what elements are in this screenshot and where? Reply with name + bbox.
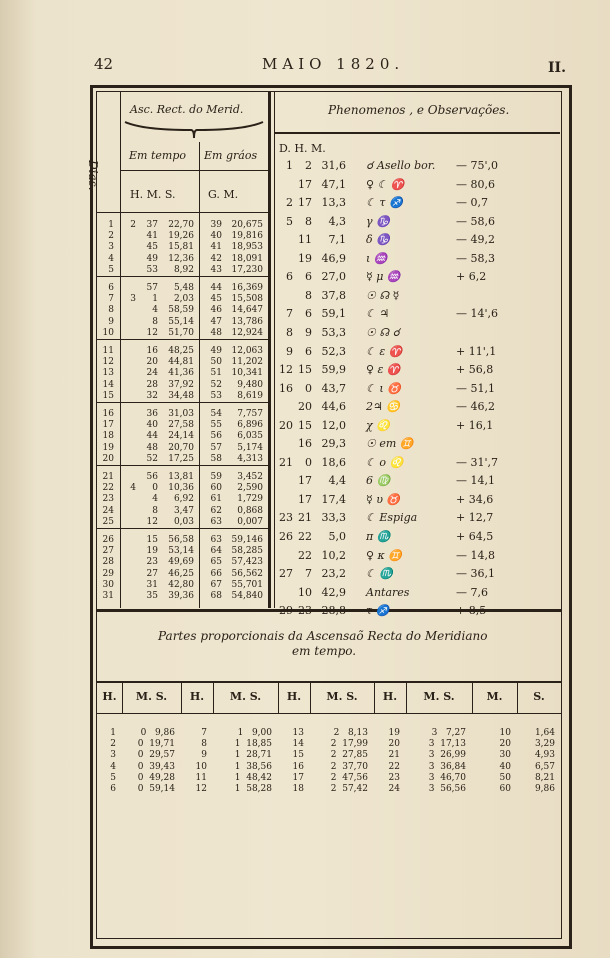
prop-header: M. S. bbox=[326, 690, 358, 703]
phenomenon-event: ♀ ☾ ♈ bbox=[366, 177, 405, 191]
phenomenon-hour: 20 bbox=[298, 400, 312, 414]
phenomenon-minute: 18,6 bbox=[321, 455, 346, 469]
phenomenon-event: δ ♑ bbox=[366, 233, 390, 247]
phenomenon-hour: 21 bbox=[298, 511, 312, 525]
phenomenon-minute: 13,3 bbox=[321, 196, 346, 210]
phenomenon-minute: 47,1 bbox=[321, 177, 346, 191]
hours-col: 4 bbox=[130, 483, 136, 493]
prop-header: H. bbox=[382, 690, 398, 703]
prop-header: H. bbox=[286, 690, 302, 703]
phenomenon-minute: 12,0 bbox=[321, 418, 346, 432]
seconds-col: 31,03 27,58 24,14 20,70 17,25 bbox=[168, 409, 194, 464]
degrees-col: 59 60 61 62 63 bbox=[210, 472, 222, 527]
deg-minutes-col: 16,369 15,508 14,647 13,786 12,924 bbox=[231, 283, 263, 338]
brace-icon bbox=[123, 118, 265, 140]
phenomenon-event: Antares bbox=[366, 585, 410, 599]
header-line bbox=[97, 212, 268, 213]
phenomenon-minute: 44,6 bbox=[321, 400, 346, 414]
page-title: MAIO 1820. bbox=[262, 55, 405, 73]
phenomenon-hour: 8 bbox=[305, 214, 312, 228]
phenomenon-day: 7 bbox=[286, 307, 293, 321]
phenomenon-event: ♀ κ ♊ bbox=[366, 548, 402, 562]
phenomenon-value: + 34,6 bbox=[456, 492, 494, 506]
phenomenon-value: — 31',7 bbox=[456, 455, 499, 469]
phenomenon-hour: 11 bbox=[298, 233, 312, 247]
degrees-col: 63 64 65 66 67 68 bbox=[210, 535, 222, 602]
prop-column: 1 9,00 1 18,85 1 28,71 1 38,56 1 48,42 1 58,28 bbox=[234, 728, 272, 795]
phenomenon-hour: 15 bbox=[298, 363, 312, 377]
phenomenon-day: 6 bbox=[286, 270, 293, 284]
prop-column: 13 14 15 16 17 18 bbox=[292, 728, 304, 795]
phenomenon-event: τ ♐ bbox=[366, 604, 390, 618]
seconds-col: 22,70 19,26 15,81 12,36 8,92 bbox=[168, 220, 194, 275]
days-col: 1 2 3 4 5 bbox=[108, 220, 114, 275]
phenomenon-day: 8 bbox=[286, 325, 293, 339]
phenomenon-day: 9 bbox=[286, 344, 293, 358]
phenomenon-value: + 11',1 bbox=[456, 344, 497, 358]
phenomenon-hour: 22 bbox=[298, 548, 312, 562]
phenomenon-day: 29 bbox=[279, 604, 293, 618]
phenomenon-event: ☾ τ ♐ bbox=[366, 196, 403, 210]
phenomenon-minute: 27,0 bbox=[321, 270, 346, 284]
phenomenon-hour: 10 bbox=[298, 585, 312, 599]
deg-minutes-col: 12,063 11,202 10,341 9,480 8,619 bbox=[231, 346, 263, 401]
prop-column: 1 2 3 4 5 6 bbox=[110, 728, 116, 795]
phenomenon-hour: 17 bbox=[298, 177, 312, 191]
prop-header: M. S. bbox=[229, 690, 262, 703]
phenomenon-hour: 2 bbox=[305, 159, 312, 172]
cols-tempo: H. M. S. bbox=[130, 188, 176, 201]
prop-header: M. S. bbox=[423, 690, 455, 703]
phenomenon-event: 2♃ ♋ bbox=[366, 400, 401, 414]
left-right-divider bbox=[268, 92, 271, 608]
phenomenon-value: — 80,6 bbox=[456, 177, 495, 191]
phenomenon-value: — 36,1 bbox=[456, 567, 495, 581]
phenomenon-minute: 5,0 bbox=[328, 530, 346, 543]
deg-minutes-col: 59,146 58,285 57,423 56,562 55,701 54,840 bbox=[231, 535, 263, 602]
prop-column: 19 20 21 22 23 24 bbox=[388, 728, 400, 795]
phenomenon-event: ☿ υ ♉ bbox=[366, 492, 401, 506]
degrees-col: 54 55 56 57 58 bbox=[210, 409, 222, 464]
phenomenon-event: χ ♌ bbox=[366, 418, 390, 432]
days-col: 26 27 28 29 30 31 bbox=[102, 535, 114, 602]
hours-col: 3 bbox=[130, 294, 136, 304]
phenomenon-minute: 28,8 bbox=[321, 604, 346, 618]
phenomenon-hour: 0 bbox=[305, 455, 312, 469]
group-line bbox=[97, 465, 268, 466]
phenomenon-day: 20 bbox=[279, 418, 293, 432]
deg-minutes-col: 20,675 19,816 18,953 18,091 17,230 bbox=[231, 220, 263, 275]
group-line bbox=[97, 528, 268, 529]
phenomenon-day: 27 bbox=[279, 567, 293, 581]
phenomenon-minute: 43,7 bbox=[321, 381, 346, 395]
phenomenon-value: + 56,8 bbox=[456, 363, 494, 377]
phenomenon-event: γ ♑ bbox=[366, 214, 390, 228]
phenomenon-day: 5 bbox=[286, 214, 293, 228]
phenomenon-value: — 49,2 bbox=[456, 233, 495, 247]
days-col: 6 7 8 9 10 bbox=[102, 283, 114, 338]
phenomena-cols: D. H. M. bbox=[279, 142, 326, 155]
phenomenon-event: ☾ ο ♌ bbox=[366, 455, 404, 469]
days-col: 16 17 18 19 20 bbox=[102, 409, 114, 464]
phenomenon-value: + 8,5 bbox=[456, 604, 487, 618]
minutes-col: 56 0 4 8 12 bbox=[146, 472, 158, 527]
phenomenon-minute: 42,9 bbox=[321, 585, 346, 599]
em-graos-label: Em gráos bbox=[204, 149, 258, 162]
asc-title: Asc. Rect. do Merid. bbox=[130, 103, 244, 116]
phenomenon-minute: 59,9 bbox=[321, 363, 346, 377]
phenomenon-day: 2 bbox=[286, 196, 293, 210]
degrees-col: 39 40 41 42 43 bbox=[210, 220, 222, 275]
phenomenon-minute: 59,1 bbox=[321, 307, 346, 321]
phenomenon-minute: 31,6 bbox=[321, 159, 346, 172]
phenomenon-minute: 17,4 bbox=[321, 492, 346, 506]
phenomenon-event: ☾ ε ♈ bbox=[366, 344, 403, 358]
phenomenon-value: — 58,6 bbox=[456, 214, 495, 228]
seconds-col: 5,48 2,03 58,59 55,14 51,70 bbox=[168, 283, 194, 338]
proportional-title: Partes proporcionais da Ascensaõ Recta do Meridiano bbox=[158, 629, 488, 643]
deg-minutes-col: 3,452 2,590 1,729 0,868 0,007 bbox=[237, 472, 263, 527]
phenomenon-event: ☉ ☊ ☌ bbox=[366, 325, 401, 339]
degrees-col: 44 45 46 47 48 bbox=[210, 283, 222, 338]
phenomenon-event: ☾ ♏ bbox=[366, 567, 394, 581]
phenomenon-event: ☿ μ ♒ bbox=[366, 270, 401, 284]
phenomenon-event: ☉ ☊ ☿ bbox=[366, 288, 400, 302]
seconds-col: 48,25 44,81 41,36 37,92 34,48 bbox=[168, 346, 194, 401]
phenomenon-event: ☾ ι ♉ bbox=[366, 381, 401, 395]
phenomenon-hour: 17 bbox=[298, 492, 312, 506]
phenomenon-day: 1 bbox=[286, 159, 293, 172]
cols-graos: G. M. bbox=[208, 188, 239, 201]
prop-column: 2 8,13 2 17,99 2 27,85 2 37,70 2 47,56 2 57,42 bbox=[330, 728, 368, 795]
phenomenon-hour: 23 bbox=[298, 604, 312, 618]
phenomenon-event: ♀ ε ♈ bbox=[366, 363, 401, 377]
phenomenon-minute: 7,1 bbox=[328, 233, 346, 247]
dias-label: Dias. bbox=[86, 160, 100, 191]
subhead-line bbox=[121, 170, 268, 171]
prop-column: 1,64 3,29 4,93 6,57 8,21 9,86 bbox=[534, 728, 555, 795]
phenomenon-day: 26 bbox=[279, 530, 293, 543]
phenomenon-minute: 4,3 bbox=[328, 214, 346, 228]
phenomenon-hour: 0 bbox=[305, 381, 312, 395]
prop-header: S. bbox=[533, 690, 545, 703]
phenomenon-value: — 14',6 bbox=[456, 307, 499, 321]
days-col: 21 22 23 24 25 bbox=[102, 472, 114, 527]
group-line bbox=[97, 402, 268, 403]
phenomenon-event: ☉ em ♊ bbox=[366, 437, 414, 451]
phenomenon-minute: 37,8 bbox=[321, 288, 346, 302]
page-number: 42 bbox=[94, 55, 114, 73]
phenomenon-day: 23 bbox=[279, 511, 293, 525]
prop-column: 10 20 30 40 50 60 bbox=[499, 728, 511, 795]
phenomenon-event: π ♏ bbox=[366, 530, 391, 543]
minutes-col: 57 1 4 8 12 bbox=[146, 283, 158, 338]
group-line bbox=[97, 339, 268, 340]
phenomenon-value: — 46,2 bbox=[456, 400, 495, 414]
phenomenon-value: + 16,1 bbox=[456, 418, 494, 432]
prop-column: 7 8 9 10 11 12 bbox=[195, 728, 207, 795]
hours-col: 2 bbox=[130, 220, 136, 230]
phenomenon-value: + 6,2 bbox=[456, 270, 487, 284]
prop-column: 0 9,86 0 19,71 0 29,57 0 39,43 0 49,28 0 59,14 bbox=[137, 728, 175, 795]
phenomenon-hour: 16 bbox=[298, 437, 312, 451]
em-tempo-label: Em tempo bbox=[129, 149, 186, 162]
prop-header: M. bbox=[486, 690, 503, 703]
phenomenon-day: 16 bbox=[279, 381, 293, 395]
phenomenon-minute: 52,3 bbox=[321, 344, 346, 358]
prop-header: H. bbox=[189, 690, 205, 703]
prop-header: H. bbox=[102, 690, 117, 703]
phenomenon-value: — 58,3 bbox=[456, 251, 495, 265]
seconds-col: 56,58 53,14 49,69 46,25 42,80 39,36 bbox=[168, 535, 194, 602]
phenomenon-value: — 51,1 bbox=[456, 381, 495, 395]
prop-header-top bbox=[97, 681, 561, 683]
phenomena-title: Phenomenos , e Observações. bbox=[328, 103, 510, 117]
phenomenon-hour: 7 bbox=[305, 567, 312, 581]
degrees-col: 49 50 51 52 53 bbox=[210, 346, 222, 401]
phenomenon-hour: 22 bbox=[298, 530, 312, 543]
phenomenon-hour: 17 bbox=[298, 474, 312, 488]
phenomenon-hour: 8 bbox=[305, 288, 312, 302]
phenomenon-minute: 33,3 bbox=[321, 511, 346, 525]
proportional-subtitle: em tempo. bbox=[292, 644, 357, 658]
section-number: II. bbox=[548, 60, 566, 76]
minutes-col: 15 19 23 27 31 35 bbox=[146, 535, 158, 602]
minutes-col: 37 41 45 49 53 bbox=[146, 220, 158, 275]
phenomenon-event: 6 ♍ bbox=[366, 474, 391, 488]
prop-header: M. S. bbox=[135, 690, 168, 703]
phenomenon-event: ι ♒ bbox=[366, 251, 388, 265]
phenomenon-hour: 6 bbox=[305, 270, 312, 284]
phenomenon-day: 12 bbox=[279, 363, 293, 377]
phenomenon-event: ☾ ♃ bbox=[366, 307, 390, 321]
phenomenon-value: — 14,8 bbox=[456, 548, 495, 562]
phenomenon-event: ☾ Espiga bbox=[366, 511, 418, 525]
left-right-divider2 bbox=[274, 92, 275, 608]
phenomenon-day: 21 bbox=[279, 455, 293, 469]
prop-column: 3 7,27 3 17,13 3 26,99 3 36,84 3 46,70 3 56,56 bbox=[428, 728, 466, 795]
phenomena-title-line bbox=[275, 132, 560, 134]
phenomenon-value: — 75',0 bbox=[456, 159, 499, 172]
phenomenon-minute: 23,2 bbox=[321, 567, 346, 581]
minutes-col: 16 20 24 28 32 bbox=[146, 346, 158, 401]
group-line bbox=[97, 276, 268, 277]
prop-header-bottom bbox=[97, 713, 561, 714]
minutes-col: 36 40 44 48 52 bbox=[146, 409, 158, 464]
phenomenon-hour: 19 bbox=[298, 251, 312, 265]
phenomenon-value: + 64,5 bbox=[456, 530, 494, 543]
phenomenon-event: ☌ Asello bor. bbox=[366, 159, 436, 172]
phenomenon-value: — 0,7 bbox=[456, 196, 488, 210]
seconds-col: 13,81 10,36 6,92 3,47 0,03 bbox=[168, 472, 194, 527]
phenomenon-minute: 53,3 bbox=[321, 325, 346, 339]
days-col: 11 12 13 14 15 bbox=[102, 346, 114, 401]
phenomenon-hour: 9 bbox=[305, 325, 312, 339]
phenomenon-minute: 29,3 bbox=[321, 437, 346, 451]
phenomenon-hour: 6 bbox=[305, 307, 312, 321]
phenomenon-hour: 17 bbox=[298, 196, 312, 210]
phenomenon-minute: 10,2 bbox=[321, 548, 346, 562]
phenomenon-value: — 7,6 bbox=[456, 585, 488, 599]
phenomenon-minute: 46,9 bbox=[321, 251, 346, 265]
deg-minutes-col: 7,757 6,896 6,035 5,174 4,313 bbox=[237, 409, 263, 464]
phenomenon-value: — 14,1 bbox=[456, 474, 495, 488]
phenomenon-hour: 15 bbox=[298, 418, 312, 432]
phenomenon-value: + 12,7 bbox=[456, 511, 494, 525]
phenomenon-minute: 4,4 bbox=[328, 474, 346, 488]
phenomenon-hour: 6 bbox=[305, 344, 312, 358]
